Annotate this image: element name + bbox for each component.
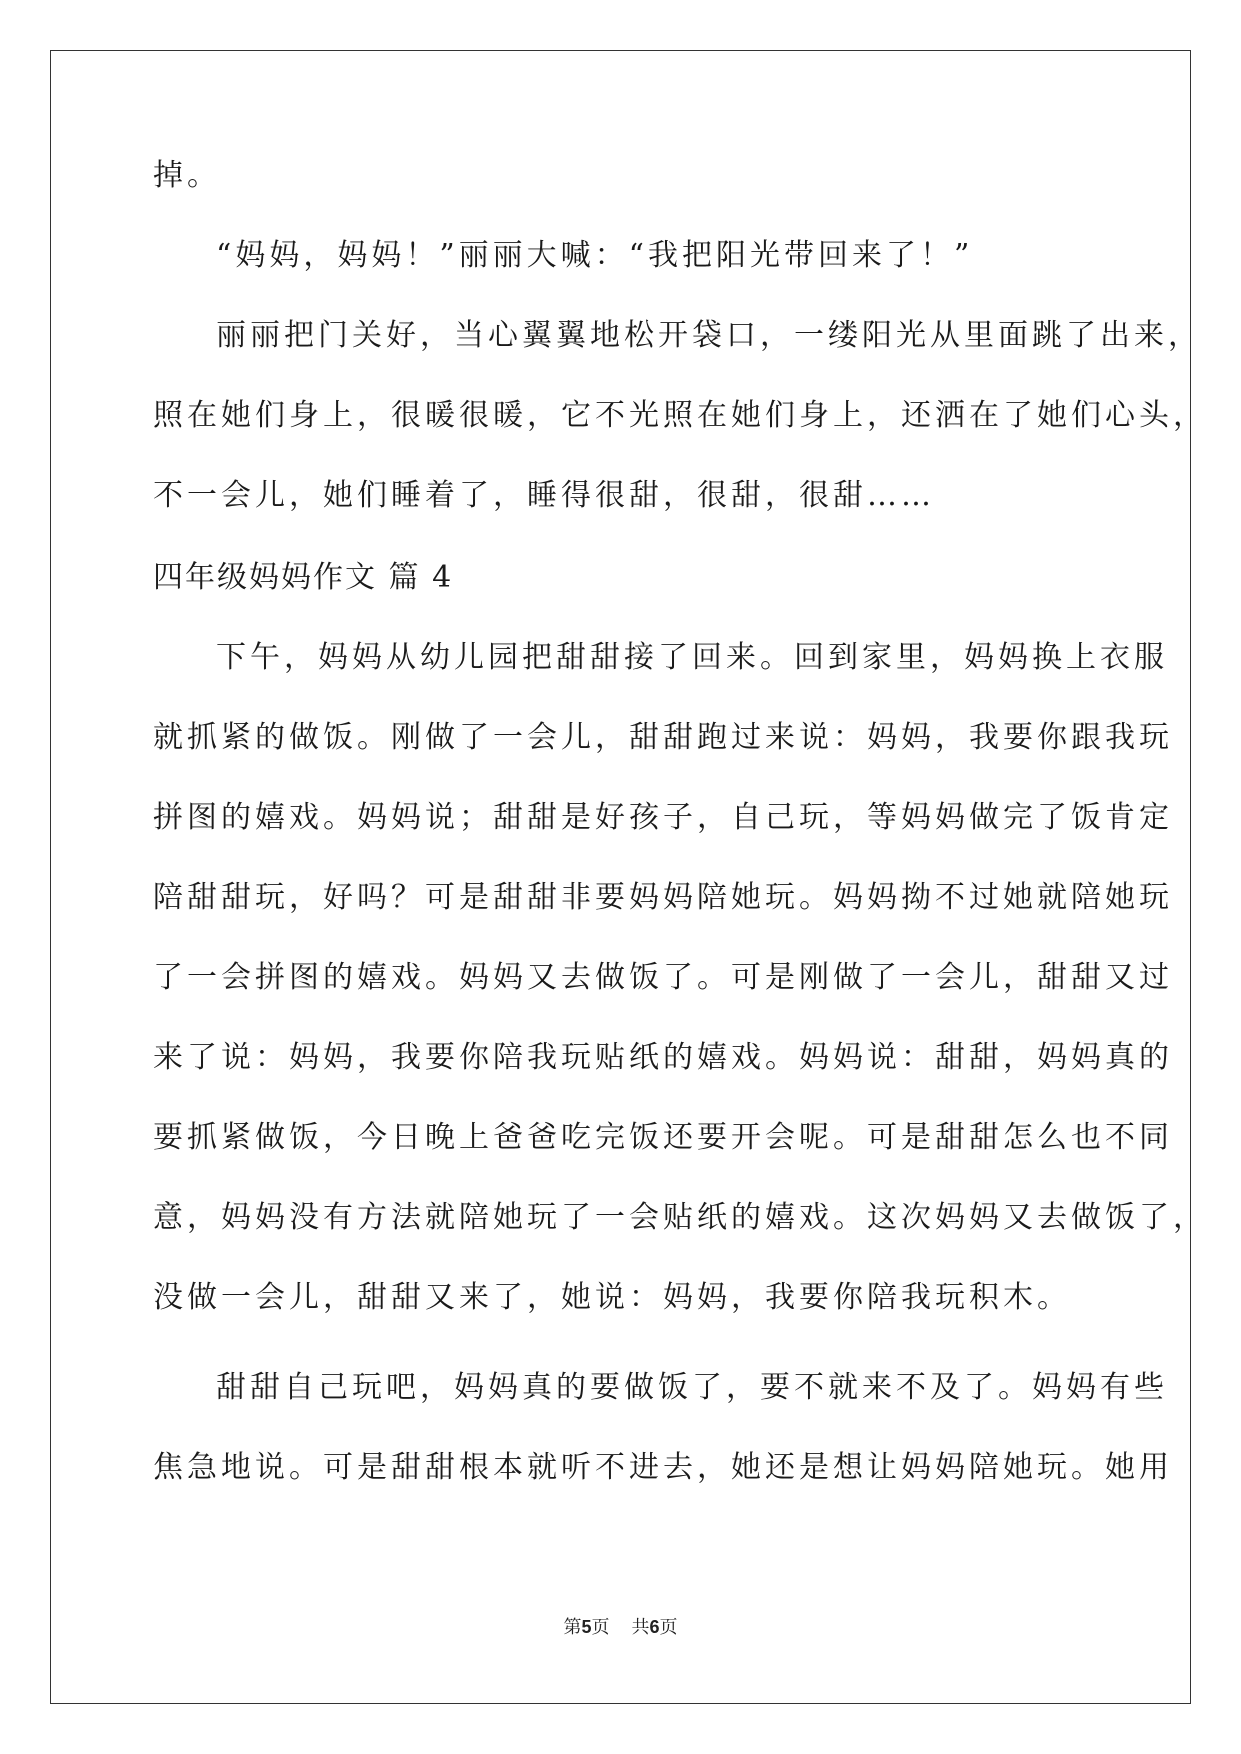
text-line: 陪甜甜玩，好吗？可是甜甜非要妈妈陪她玩。妈妈拗不过她就陪她玩 bbox=[153, 880, 1173, 915]
text-line: 照在她们身上，很暖很暖，它不光照在她们身上，还洒在了她们心头， bbox=[153, 398, 1207, 433]
text-line: 不一会儿，她们睡着了，睡得很甜，很甜，很甜…… bbox=[153, 478, 935, 513]
text-line: 拼图的嬉戏。妈妈说；甜甜是好孩子，自己玩，等妈妈做完了饭肯定 bbox=[153, 800, 1173, 835]
text-line: 丽丽把门关好，当心翼翼地松开袋口，一缕阳光从里面跳了出来， bbox=[216, 318, 1202, 353]
page-total-suffix: 页 bbox=[659, 1617, 678, 1638]
text-line: 下午，妈妈从幼儿园把甜甜接了回来。回到家里，妈妈换上衣服 bbox=[216, 640, 1168, 675]
text-line: 掉。 bbox=[153, 158, 221, 193]
page-total-prefix: 共 bbox=[631, 1617, 650, 1638]
text-line: 甜甜自己玩吧，妈妈真的要做饭了，要不就来不及了。妈妈有些 bbox=[216, 1370, 1168, 1405]
page-number-current: 5 bbox=[581, 1617, 592, 1637]
page-total: 6 bbox=[649, 1617, 660, 1637]
text-line: 要抓紧做饭，今日晚上爸爸吃完饭还要开会呢。可是甜甜怎么也不同 bbox=[153, 1120, 1173, 1155]
text-line: “妈妈，妈妈！”丽丽大喊：“我把阳光带回来了！” bbox=[216, 238, 974, 273]
text-line: 焦急地说。可是甜甜根本就听不进去，她还是想让妈妈陪她玩。她用 bbox=[153, 1450, 1173, 1485]
page-footer bbox=[0, 1615, 1241, 1640]
text-line: 意，妈妈没有方法就陪她玩了一会贴纸的嬉戏。这次妈妈又去做饭了， bbox=[153, 1200, 1207, 1235]
page-number-suffix: 页 bbox=[591, 1617, 610, 1638]
text-line: 就抓紧的做饭。刚做了一会儿，甜甜跑过来说：妈妈，我要你跟我玩 bbox=[153, 720, 1173, 755]
text-line: 没做一会儿，甜甜又来了，她说：妈妈，我要你陪我玩积木。 bbox=[153, 1280, 1071, 1315]
section-heading: 四年级妈妈作文 篇 4 bbox=[153, 560, 454, 595]
text-line: 来了说：妈妈，我要你陪我玩贴纸的嬉戏。妈妈说：甜甜，妈妈真的 bbox=[153, 1040, 1173, 1075]
page-number-prefix: 第 bbox=[563, 1617, 582, 1638]
text-line: 了一会拼图的嬉戏。妈妈又去做饭了。可是刚做了一会儿，甜甜又过 bbox=[153, 960, 1173, 995]
